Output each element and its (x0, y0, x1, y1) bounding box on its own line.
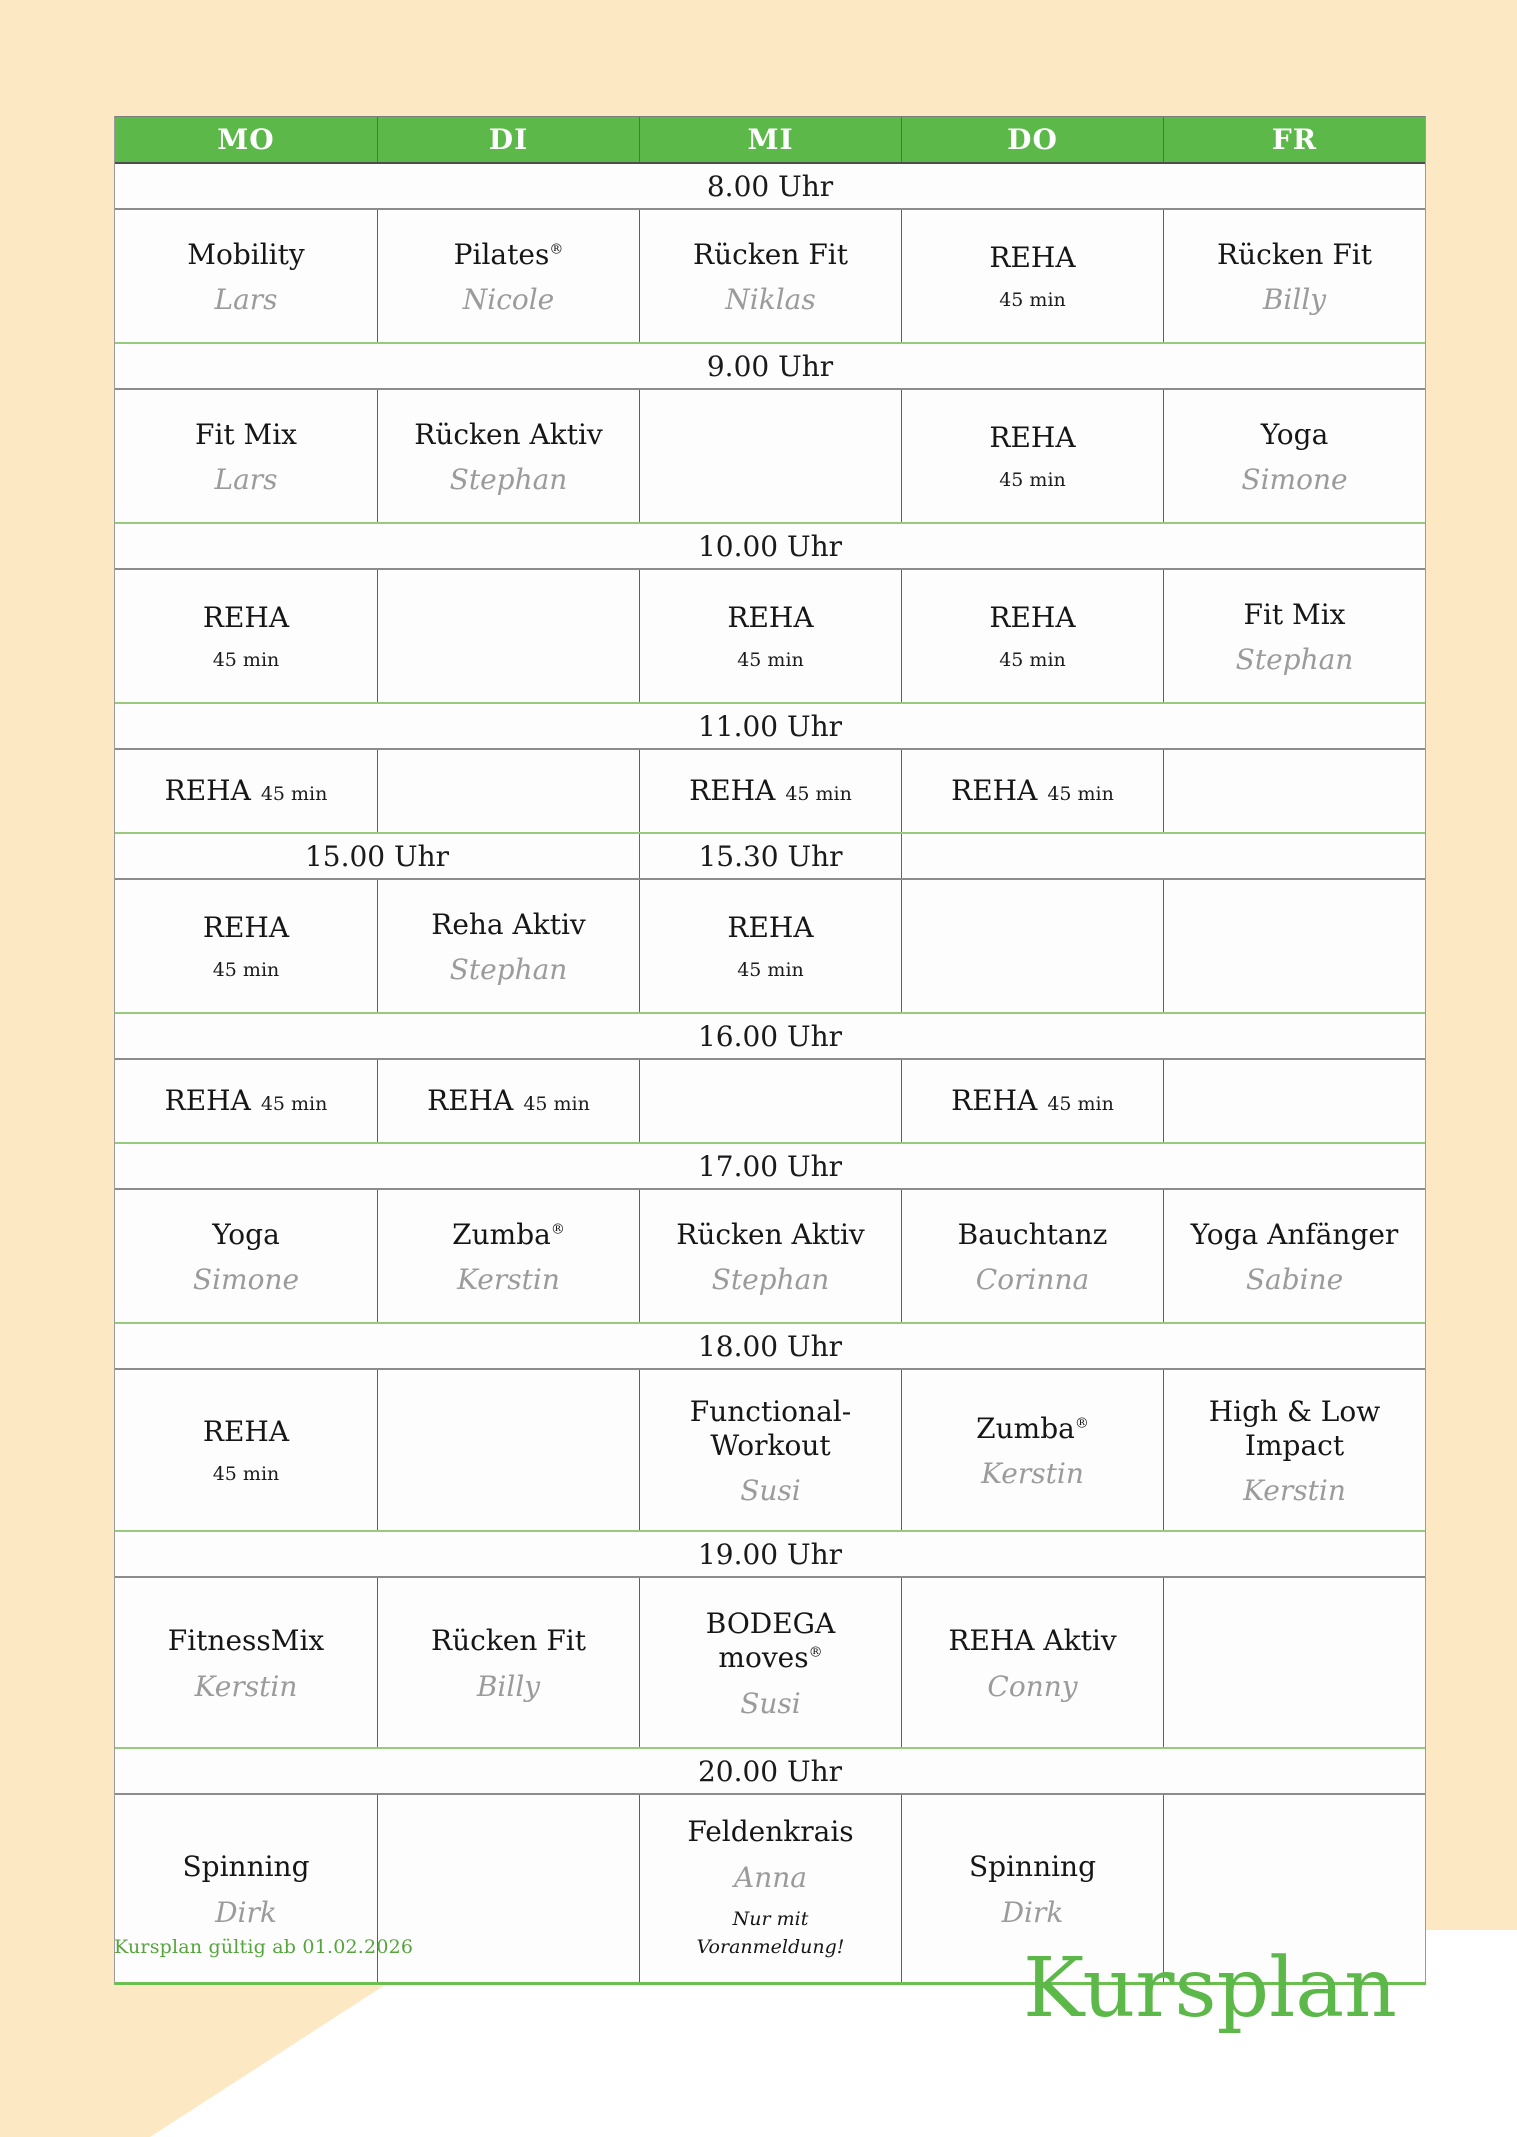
course-name: Fit Mix (1243, 597, 1346, 631)
course-name: Rücken Fit (693, 237, 848, 271)
course-name: REHA (202, 600, 290, 634)
time-label: 15.30 Uhr (639, 834, 901, 878)
trainer-name: Niklas (725, 283, 816, 317)
trainer-name: Sabine (1245, 1263, 1344, 1297)
course-name: REHA Aktiv (948, 1624, 1117, 1658)
course-name: REHA (202, 1414, 290, 1448)
trainer-name: Kerstin (1243, 1474, 1346, 1508)
time-label: 16.00 Uhr (697, 1019, 843, 1053)
course-name: Zumba® (976, 1411, 1089, 1445)
time-label: 11.00 Uhr (697, 709, 843, 743)
trainer-name: Kerstin (457, 1263, 560, 1297)
schedule-body (115, 164, 1425, 1982)
course-cell-mi (639, 210, 901, 342)
course-name: Zumba® (452, 1217, 565, 1251)
time-label: 18.00 Uhr (697, 1329, 843, 1363)
course-inline (165, 1084, 328, 1118)
time-row-split (115, 832, 1425, 880)
course-name: High & Low Impact (1208, 1394, 1381, 1462)
time-label: 19.00 Uhr (697, 1537, 843, 1571)
course-cell-di (377, 1060, 639, 1142)
course-name: Fit Mix (195, 417, 297, 451)
time-label-empty (901, 834, 1425, 878)
course-name: REHA (951, 1084, 1038, 1118)
trainer-name: Dirk (215, 1895, 277, 1929)
course-name: REHA (989, 240, 1076, 274)
time-row (115, 164, 1425, 210)
course-cell-mo (115, 1370, 377, 1530)
empty-cell-fr (1163, 1578, 1425, 1747)
time-row (115, 1322, 1425, 1370)
course-name: REHA (202, 910, 290, 944)
trainer-name: Conny (987, 1669, 1078, 1703)
course-cell-do (901, 1578, 1163, 1747)
course-row (115, 390, 1425, 522)
time-row (115, 1142, 1425, 1190)
course-name: Yoga (212, 1217, 280, 1251)
course-duration: 45 min (999, 469, 1066, 492)
course-cell-mi (639, 880, 901, 1012)
course-inline (951, 774, 1114, 808)
course-cell-do (901, 210, 1163, 342)
time-label: 10.00 Uhr (697, 529, 843, 563)
day-header-mo: MO (217, 123, 275, 156)
trainer-name: Kerstin (981, 1457, 1084, 1491)
empty-cell-mi (639, 390, 901, 522)
validity-note: Kursplan gültig ab 01.02.2026 (114, 1936, 414, 1958)
course-row (115, 1060, 1425, 1142)
trainer-name: Lars (214, 463, 278, 497)
course-name: FitnessMix (167, 1624, 325, 1658)
course-row (115, 210, 1425, 342)
course-cell-do (901, 570, 1163, 702)
course-name: Rücken Aktiv (414, 417, 603, 451)
course-name: Feldenkrais (687, 1815, 854, 1849)
time-row (115, 702, 1425, 750)
course-cell-mo (115, 750, 377, 832)
course-name: Yoga (1260, 417, 1329, 451)
course-inline (951, 1084, 1114, 1118)
course-cell-fr (1163, 570, 1425, 702)
course-row (115, 570, 1425, 702)
course-name: Spinning (968, 1850, 1097, 1884)
course-cell-di (377, 390, 639, 522)
course-cell-di (377, 210, 639, 342)
course-cell-mo (115, 880, 377, 1012)
course-name: Reha Aktiv (431, 907, 586, 941)
empty-cell-fr (1163, 1060, 1425, 1142)
empty-cell-mi (639, 1060, 901, 1142)
course-inline (689, 774, 852, 808)
course-name: Rücken Fit (1217, 237, 1372, 271)
course-cell-di (377, 880, 639, 1012)
course-name: REHA (689, 774, 776, 808)
trainer-name: Simone (192, 1263, 300, 1297)
trainer-name: Anna (734, 1860, 807, 1894)
course-cell-fr (1163, 390, 1425, 522)
trainer-name: Stephan (1235, 643, 1354, 677)
course-duration: 45 min (785, 783, 852, 806)
course-cell-do (901, 390, 1163, 522)
course-schedule-table (114, 116, 1426, 1985)
time-label: 15.00 Uhr (304, 839, 450, 873)
course-duration: 45 min (260, 1093, 328, 1116)
course-inline (165, 774, 328, 808)
trainer-name: Stephan (449, 463, 568, 497)
time-row (115, 342, 1425, 390)
course-cell-do (901, 1370, 1163, 1530)
course-row (115, 1190, 1425, 1322)
course-name: REHA (989, 420, 1076, 454)
day-header-fr: FR (1163, 117, 1425, 162)
time-label: 20.00 Uhr (697, 1754, 843, 1788)
course-cell-mi (639, 1190, 901, 1322)
course-note: Nur mit Voranmeldung! (696, 1907, 845, 1959)
course-cell-fr (1163, 210, 1425, 342)
trainer-name: Corinna (975, 1263, 1090, 1297)
day-header-di: DI (377, 117, 639, 162)
day-header-row (115, 116, 1425, 164)
course-name: Rücken Fit (431, 1624, 586, 1658)
course-row (115, 1578, 1425, 1747)
trainer-name: Billy (1262, 283, 1327, 317)
course-name: BODEGA moves® (705, 1607, 836, 1674)
course-cell-mo (115, 210, 377, 342)
course-cell-do (901, 1060, 1163, 1142)
time-label: 8.00 Uhr (706, 169, 834, 203)
empty-cell-di (377, 1370, 639, 1530)
course-name: REHA (989, 600, 1076, 634)
course-cell-mi (639, 1578, 901, 1747)
day-header-do: DO (901, 117, 1163, 162)
course-name: Rücken Aktiv (676, 1217, 865, 1251)
course-duration: 45 min (1047, 1093, 1114, 1116)
course-duration: 45 min (999, 289, 1066, 312)
course-name: REHA (727, 600, 814, 634)
trainer-name: Dirk (1001, 1895, 1064, 1929)
trainer-name: Nicole (462, 283, 555, 317)
time-label: 17.00 Uhr (697, 1149, 843, 1183)
course-duration: 45 min (999, 649, 1066, 672)
trainer-name: Lars (214, 283, 278, 317)
course-duration: 45 min (737, 649, 804, 672)
course-cell-fr (1163, 1190, 1425, 1322)
course-name: REHA (164, 1084, 251, 1118)
time-label: 9.00 Uhr (706, 349, 834, 383)
course-duration: 45 min (737, 959, 804, 982)
course-name: Pilates® (453, 237, 564, 271)
course-cell-do (901, 1190, 1163, 1322)
course-duration: 45 min (212, 1463, 280, 1486)
time-row (115, 1012, 1425, 1060)
trainer-name: Kerstin (194, 1669, 298, 1703)
course-cell-mi (639, 1795, 901, 1982)
course-name: Spinning (182, 1850, 310, 1884)
course-cell-fr (1163, 1370, 1425, 1530)
course-row (115, 880, 1425, 1012)
course-duration: 45 min (260, 783, 328, 806)
course-name: REHA (727, 910, 814, 944)
trainer-name: Susi (740, 1474, 801, 1508)
course-inline (427, 1084, 590, 1118)
course-name: REHA (164, 774, 251, 808)
course-cell-mo (115, 390, 377, 522)
time-row (115, 1530, 1425, 1578)
course-cell-mi (639, 1370, 901, 1530)
course-cell-mo (115, 1060, 377, 1142)
course-name: Mobility (187, 237, 305, 271)
course-cell-mi (639, 570, 901, 702)
course-name: Bauchtanz (957, 1217, 1108, 1251)
course-name: Functional- Workout (689, 1394, 852, 1462)
kursplan-logo: Kursplan (1023, 1941, 1397, 2036)
empty-cell-di (377, 750, 639, 832)
course-cell-do (901, 750, 1163, 832)
time-row (115, 522, 1425, 570)
course-duration: 45 min (212, 649, 280, 672)
empty-cell-do (901, 880, 1163, 1012)
course-cell-mo (115, 1190, 377, 1322)
course-cell-di (377, 1578, 639, 1747)
course-cell-mo (115, 570, 377, 702)
course-row (115, 750, 1425, 832)
trainer-name: Stephan (449, 953, 568, 987)
trainer-name: Simone (1241, 463, 1348, 497)
day-header-mi: MI (639, 117, 901, 162)
empty-cell-fr (1163, 750, 1425, 832)
course-cell-mi (639, 750, 901, 832)
course-duration: 45 min (523, 1093, 590, 1116)
course-cell-di (377, 1190, 639, 1322)
course-cell-mo (115, 1578, 377, 1747)
course-duration: 45 min (212, 959, 280, 982)
course-name: REHA (951, 774, 1038, 808)
trainer-name: Stephan (711, 1263, 830, 1297)
course-name: REHA (427, 1084, 514, 1118)
empty-cell-fr (1163, 880, 1425, 1012)
course-duration: 45 min (1047, 783, 1114, 806)
course-row (115, 1370, 1425, 1530)
empty-cell-di (377, 1795, 639, 1982)
empty-cell-di (377, 570, 639, 702)
trainer-name: Susi (740, 1686, 801, 1720)
trainer-name: Billy (476, 1669, 541, 1703)
time-row (115, 1747, 1425, 1795)
course-name: Yoga Anfänger (1190, 1217, 1399, 1251)
